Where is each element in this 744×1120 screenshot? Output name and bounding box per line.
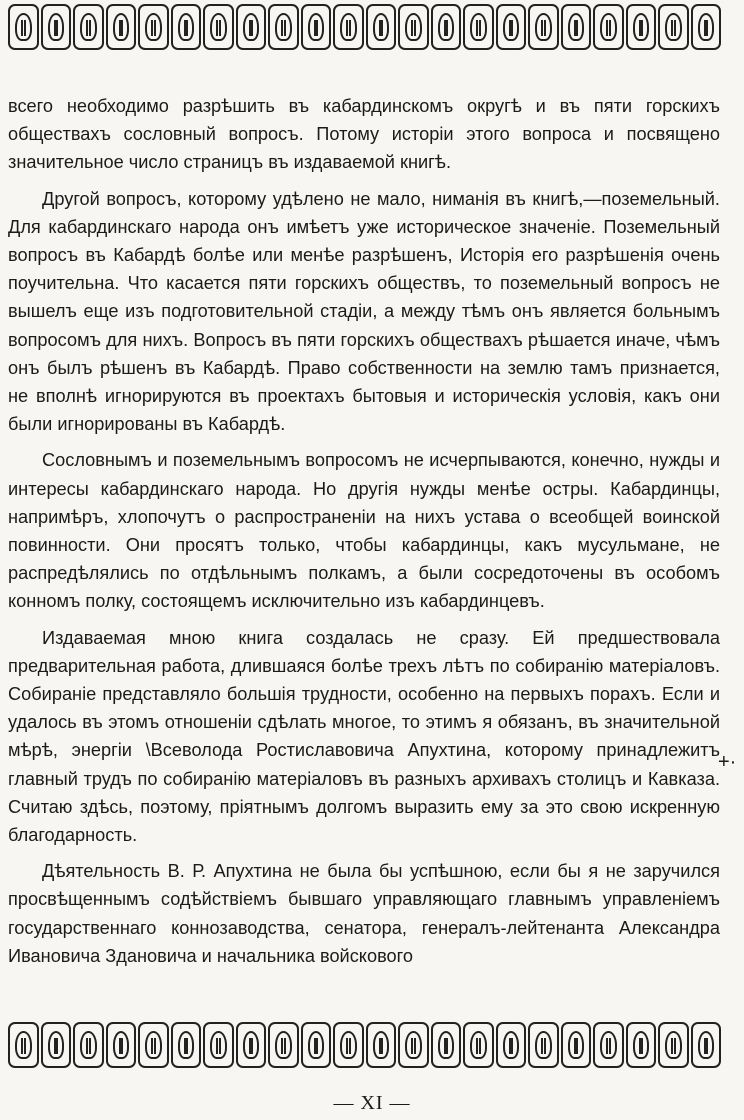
- ornament-tile: [333, 4, 364, 50]
- ornament-tile: [398, 4, 429, 50]
- paragraph-1: всего необходимо разрѣшить въ кабардинскомъ округѣ и въ пяти горскихъ обществахъ сословный вопросъ. Потому исторіи этого вопроса и посвящено значительное число страницъ въ издаваемой книгѣ.: [8, 96, 720, 173]
- paragraph-4: Издаваемая мною книга создалась не сразу. Ей предшествовала предварительная работа, длившаяся болѣе трехъ лѣтъ по собиранію матеріаловъ. Собираніе представляло большія трудности, особенно на первыхъ порахъ. Если и удалось въ этомъ отношеніи сдѣлать многое, то этимъ я обязанъ, въ значительной мѣрѣ, энергіи \Всеволода Ростиславовича Апухтина, которому принадлежитъ главный трудъ по собиранію матеріаловъ въ разныхъ архивахъ столицъ и Кавказа. Считаю здѣсь, поэтому, пріятнымъ долгомъ выразить ему за это свою искренную благодарность.: [8, 627, 720, 846]
- ornament-tile: [561, 1022, 592, 1068]
- ornament-tile: [626, 1022, 657, 1068]
- ornament-tile: [8, 1022, 39, 1068]
- ornament-tile: [431, 1022, 462, 1068]
- ornament-tile: [561, 4, 592, 50]
- ornament-tile: [658, 1022, 689, 1068]
- ornamental-border-top: [8, 4, 736, 54]
- ornament-tile: [301, 1022, 332, 1068]
- ornament-tile: [203, 4, 234, 50]
- paragraph-2: Другой вопросъ, которому удѣлено не мало, ниманія въ книгѣ,—поземельный. Для кабардинскаго народа онъ имѣетъ уже историческое значеніе. Поземельный вопросъ въ Кабардѣ болѣе или менѣе разрѣшенъ, Исторія его разрѣшенія очень поучительна. Что касается пяти горскихъ обществъ, то поземельный вопросъ не вышелъ еще изъ подготовительной стадіи, а между тѣмъ онъ является больнымъ вопросомъ для нихъ. Вопросъ въ пяти горскихъ обществахъ рѣшается иначе, чѣмъ онъ былъ рѣшенъ въ Кабардѣ. Право собственности на землю тамъ признается, не вполнѣ игнорируются въ проектахъ бытовыя и историческія условія, какъ они были игнорированы въ Кабардѣ.: [8, 188, 720, 435]
- ornament-tile: [528, 1022, 559, 1068]
- ornament-tile: [626, 4, 657, 50]
- ornament-tile: [236, 4, 267, 50]
- ornament-tile: [463, 1022, 494, 1068]
- ornament-tile: [593, 4, 624, 50]
- ornament-tile: [691, 4, 722, 50]
- ornament-tile: [333, 1022, 364, 1068]
- ornament-tile: [268, 4, 299, 50]
- ornament-tile: [236, 1022, 267, 1068]
- ornament-tile: [203, 1022, 234, 1068]
- ornament-tile: [398, 1022, 429, 1068]
- ornament-tile: [41, 4, 72, 50]
- page-number: — XI —: [333, 1092, 411, 1114]
- ornament-tile: [138, 4, 169, 50]
- ornament-tile: [171, 1022, 202, 1068]
- ornament-tile: [171, 4, 202, 50]
- ornament-tile: [366, 1022, 397, 1068]
- ornament-tile: [496, 1022, 527, 1068]
- ornament-tile: [366, 4, 397, 50]
- page-body: [8, 92, 720, 978]
- ornament-tile: [496, 4, 527, 50]
- paragraph-3: Сословнымъ и поземельнымъ вопросомъ не исчерпываются, конечно, нужды и интересы кабардинскаго народа. Но другія нужды менѣе остры. Кабардинцы, напримѣръ, хлопочутъ о распространеніи на нихъ устава о всеобщей воинской повинности. Они просятъ только, чтобы кабардинцы, какъ мусульмане, не распредѣлялись по отдѣльнымъ полкамъ, а были сосредоточены въ особомъ конномъ полку, состоящемъ исключительно изъ кабардинцевъ.: [8, 450, 720, 612]
- ornament-tile: [593, 1022, 624, 1068]
- ornament-tile: [528, 4, 559, 50]
- ornamental-border-bottom: [8, 1022, 736, 1072]
- margin-mark: +·: [718, 751, 737, 773]
- ornament-tile: [301, 4, 332, 50]
- ornament-tile: [106, 4, 137, 50]
- paragraph-5: Дѣятельность В. Р. Апухтина не была бы успѣшною, если бы я не заручился просвѣщеннымъ содѣйствіемъ бывшаго управляющаго главнымъ управленіемъ государственнаго коннозаводства, сенатора, генералъ-лейтенанта Александра Ивановича Здановича и начальника войскового: [8, 861, 720, 966]
- ornament-tile: [8, 4, 39, 50]
- ornament-tile: [73, 1022, 104, 1068]
- ornament-tile: [73, 4, 104, 50]
- ornament-tile: [106, 1022, 137, 1068]
- ornament-tile: [691, 1022, 722, 1068]
- ornament-tile: [658, 4, 689, 50]
- ornament-tile: [431, 4, 462, 50]
- ornament-tile: [41, 1022, 72, 1068]
- ornament-tile: [138, 1022, 169, 1068]
- ornament-tile: [268, 1022, 299, 1068]
- ornament-tile: [463, 4, 494, 50]
